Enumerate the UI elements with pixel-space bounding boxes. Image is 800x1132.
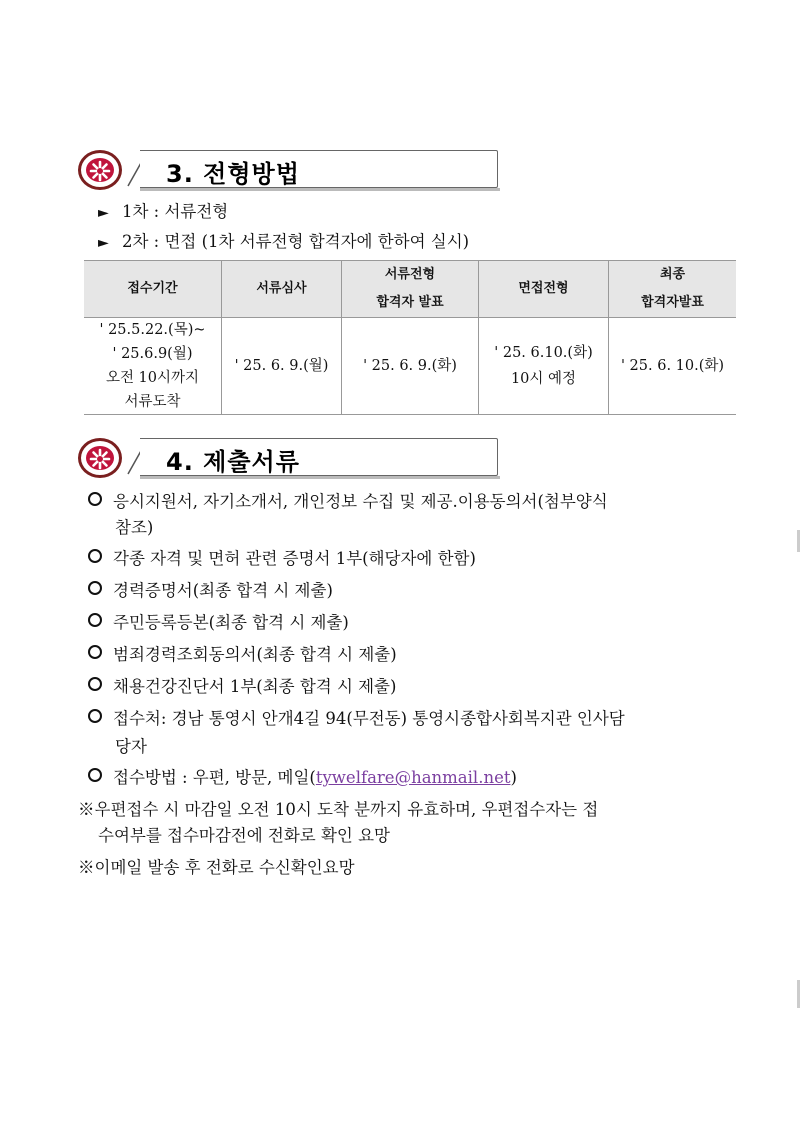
step-1 xyxy=(98,198,228,222)
section-3-header xyxy=(78,150,498,190)
list-item-continuation: 참조) xyxy=(115,518,154,537)
email-link[interactable]: tywelfare@hanmail.net xyxy=(315,768,511,787)
circle-bullet-icon xyxy=(88,645,102,659)
caritas-emblem-icon xyxy=(78,438,122,478)
caritas-emblem-icon xyxy=(78,150,122,190)
section-4-title: 4. 제출서류 xyxy=(166,448,300,476)
arrow-right-icon: ► xyxy=(98,205,109,221)
list-item: 응시지원서, 자기소개서, 개인정보 수집 및 제공.이용동의서(첨부양식 xyxy=(88,488,728,512)
circle-bullet-icon xyxy=(88,581,102,595)
list-item: 각종 자격 및 면허 관련 증명서 1부(해당자에 한함) xyxy=(88,545,728,569)
circle-bullet-icon xyxy=(88,677,102,691)
list-item: 주민등록등본(최종 합격 시 제출) xyxy=(88,609,728,633)
table-header-row xyxy=(84,261,736,318)
cell-reception-period: ' 25.5.22.(목)~ ' 25.6.9(월) 오전 10시까지 서류도착 xyxy=(84,318,222,415)
header-interview: 면접전형 xyxy=(479,261,609,318)
cell-document-result: ' 25. 6. 9.(화) xyxy=(342,318,479,415)
circle-bullet-icon xyxy=(88,549,102,563)
section-3-title: 3. 전형방법 xyxy=(166,160,300,188)
step-2 xyxy=(98,228,469,252)
list-item-continuation: 당자 xyxy=(115,737,147,756)
circle-bullet-icon xyxy=(88,613,102,627)
list-item: 경력증명서(최종 합격 시 제출) xyxy=(88,577,728,601)
table-row xyxy=(84,318,736,415)
cell-document-review: ' 25. 6. 9.(월) xyxy=(222,318,342,415)
arrow-right-icon: ► xyxy=(98,235,109,251)
schedule-table xyxy=(84,260,736,415)
step-2-text: 2차 : 면접 (1차 서류전형 합격자에 한하여 실시) xyxy=(122,232,470,251)
note: ※우편접수 시 마감일 오전 10시 도착 분까지 유효하며, 우편접수자는 접 xyxy=(78,800,599,819)
cell-interview: ' 25. 6.10.(화) 10시 예정 xyxy=(479,318,609,415)
section-4-header xyxy=(78,438,498,478)
note-continuation: 수여부를 접수마감전에 전화로 확인 요망 xyxy=(98,826,390,845)
circle-bullet-icon xyxy=(88,492,102,506)
submission-method: 접수방법 : 우편, 방문, 메일(tywelfare@hanmail.net) xyxy=(88,764,728,788)
cell-final-result: ' 25. 6. 10.(화) xyxy=(609,318,737,415)
list-item: 채용건강진단서 1부(최종 합격 시 제출) xyxy=(88,673,728,697)
header-final-result: 최종 합격자발표 xyxy=(609,261,737,318)
list-item: 접수처: 경남 통영시 안개4길 94(무전동) 통영시종합사회복지관 인사담 xyxy=(88,705,728,729)
note: ※이메일 발송 후 전화로 수신확인요망 xyxy=(78,858,355,877)
header-reception-period: 접수기간 xyxy=(84,261,222,318)
step-1-text: 1차 : 서류전형 xyxy=(122,202,229,221)
list-item: 범죄경력조회동의서(최종 합격 시 제출) xyxy=(88,641,728,665)
header-document-result: 서류전형 합격자 발표 xyxy=(342,261,479,318)
circle-bullet-icon xyxy=(88,709,102,723)
header-document-review: 서류심사 xyxy=(222,261,342,318)
circle-bullet-icon xyxy=(88,768,102,782)
